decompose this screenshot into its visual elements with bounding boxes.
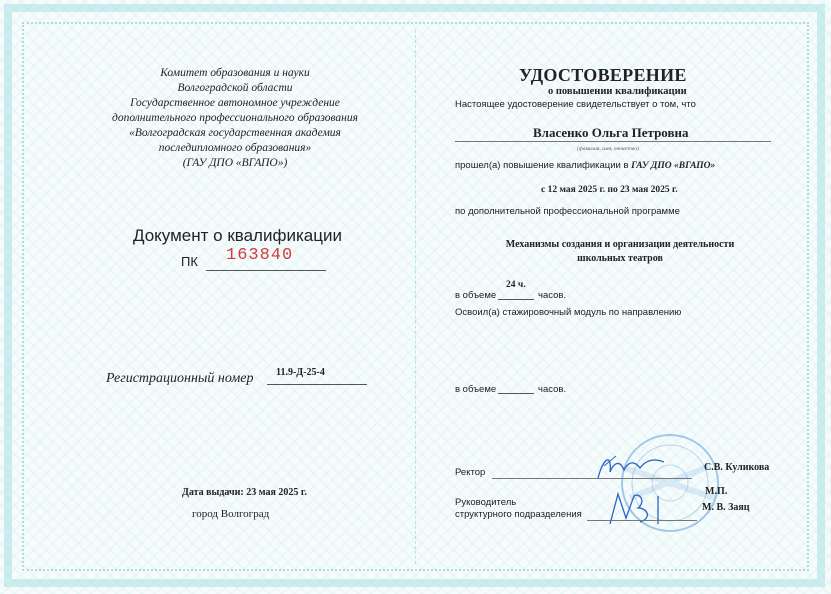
hours-unit: часов. [538,290,567,301]
program-label: по дополнительной профессиональной программе [455,206,680,217]
head-signature-icon [600,488,680,528]
registration-number: 11.9-Д-25-4 [276,367,325,378]
head-signature-line [587,520,697,521]
program-title-line: школьных театров [577,253,663,264]
module-hours-underline [498,393,534,394]
rector-name: С.В. Куликова [704,462,770,473]
issuer-block [100,66,370,171]
hours-underline [498,299,534,300]
rector-signature-icon [590,448,670,488]
registration-label: Регистрационный номер [106,371,254,386]
hours-label: в объеме [455,290,497,301]
module-hours-unit: часов. [538,384,567,395]
module-statement: Освоил(а) стажировочный модуль по направлению [455,307,682,318]
rector-label: Ректор [455,467,486,478]
certificate-intro: Настоящее удостоверение свидетельствует о том, что [455,99,696,110]
issuer-line: Волгоградской области [177,82,293,94]
certificate-subtitle: о повышении квалификации [548,86,687,97]
head-name: М. В. Заяц [702,502,750,513]
head-label-line1: Руководитель [455,497,517,508]
document-title: Документ о квалификации [133,226,342,245]
training-statement-text: прошел(а) повышение квалификации в [455,160,629,171]
training-statement [455,160,715,171]
seal-place-label: М.П. [705,486,728,497]
rector-signature-line [492,478,692,479]
page-fold-divider [415,30,416,564]
certificate-title: УДОСТОВЕРЕНИЕ [519,65,687,85]
holder-underline [455,141,771,142]
pk-number: 163840 [226,246,294,265]
issue-date: Дата выдачи: 23 мая 2025 г. [182,487,307,498]
hours-value: 24 ч. [506,280,526,290]
issuer-line: Комитет образования и науки [160,67,310,79]
issuer-line: «Волгоградская государственная академия [129,127,341,139]
issuer-line: последипломного образования» [158,142,312,154]
program-title-line: Механизмы создания и организации деятельности [505,239,735,250]
holder-name: Власенко Ольга Петровна [533,125,689,140]
registration-underline [267,384,367,385]
training-organization: ГАУ ДПО «ВГАПО» [631,161,716,171]
issuer-line: Государственное автономное учреждение [130,97,340,109]
training-dates: с 12 мая 2025 г. по 23 мая 2025 г. [541,185,678,195]
issuer-line: дополнительного профессионального образования [112,112,358,124]
head-label-line2: структурного подразделения [455,509,582,520]
program-title [480,238,760,266]
issuer-line: (ГАУ ДПО «ВГАПО») [182,157,288,169]
issue-city: город Волгоград [192,508,270,520]
module-hours-label: в объеме [455,384,497,395]
pk-underline [206,270,326,271]
holder-caption: (фамилия, имя, отчество) [577,146,639,152]
pk-label: ПК [181,254,198,269]
